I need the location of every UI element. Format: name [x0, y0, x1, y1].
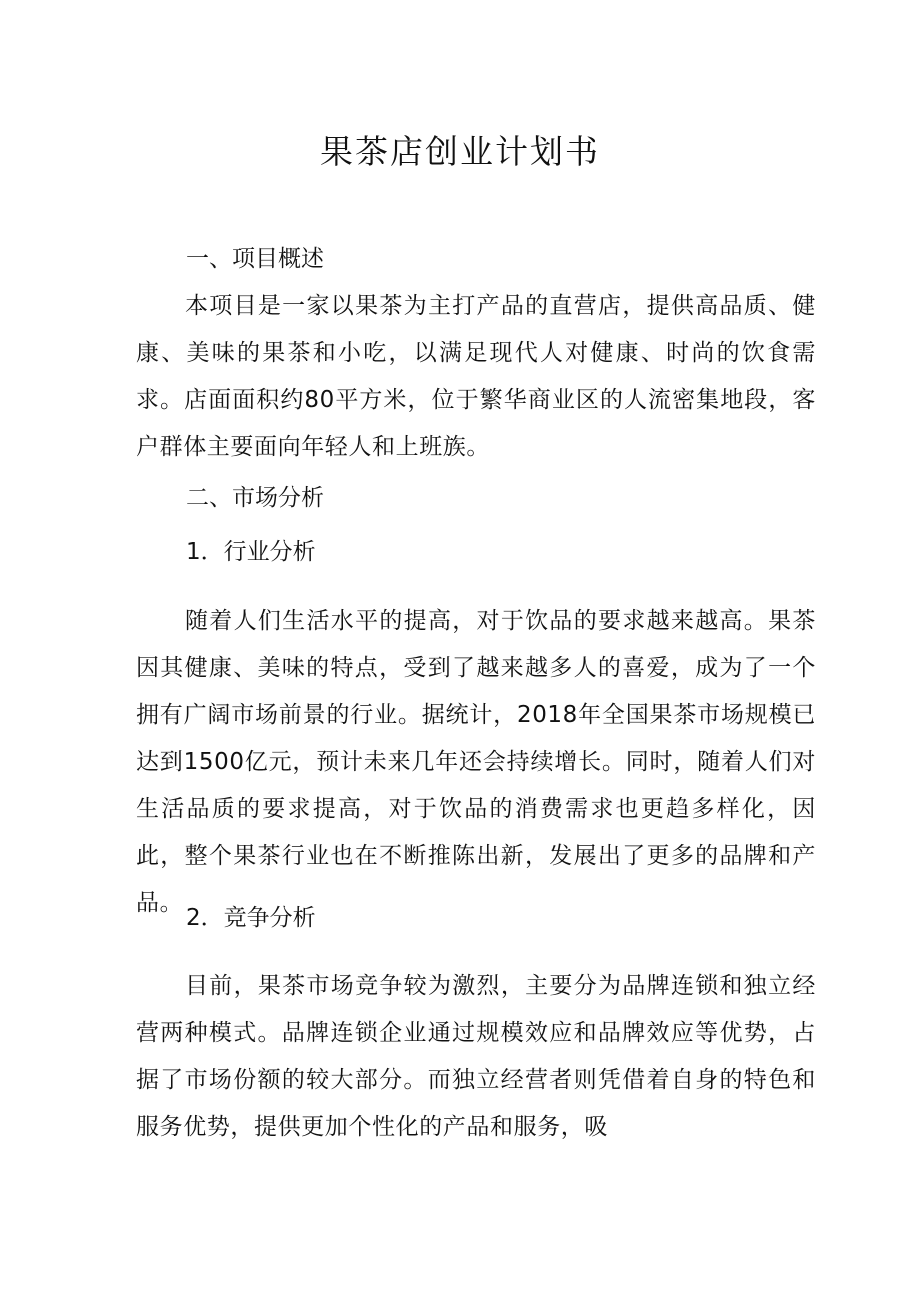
- section-heading-overview: 一、项目概述: [186, 246, 324, 272]
- paragraph-industry-analysis: 随着人们生活水平的提高，对于饮品的要求越来越高。果茶因其健康、美味的特点，受到了越来越多人的喜爱，成为了一个拥有广阔市场前景的行业。据统计，2018年全国果茶市场规模已达到1500亿元，预计未来几年还会持续增长。同时，随着人们对生活品质的要求提高，对于饮品的消费需求也更趋多样化，因此，整个果茶行业也在不断推陈出新，发展出了更多的品牌和产品。: [136, 608, 816, 916]
- paragraph-competition-analysis: 目前，果茶市场竞争较为激烈，主要分为品牌连锁和独立经营两种模式。品牌连锁企业通过规模效应和品牌效应等优势，占据了市场份额的较大部分。而独立经营者则凭借着自身的特色和服务优势，提供更加个性化的产品和服务，吸: [136, 973, 816, 1140]
- paragraph-overview: 本项目是一家以果茶为主打产品的直营店，提供高品质、健康、美味的果茶和小吃，以满足现代人对健康、时尚的饮食需求。店面面积约80平方米，位于繁华商业区的人流密集地段，客户群体主要面向年轻人和上班族。: [136, 293, 816, 460]
- subsection-heading-industry-analysis: 1．行业分析: [186, 539, 316, 565]
- document-title: 果茶店创业计划书: [320, 132, 600, 171]
- subsection-heading-competition-analysis: 2．竞争分析: [186, 905, 316, 931]
- section-heading-market-analysis: 二、市场分析: [186, 485, 324, 511]
